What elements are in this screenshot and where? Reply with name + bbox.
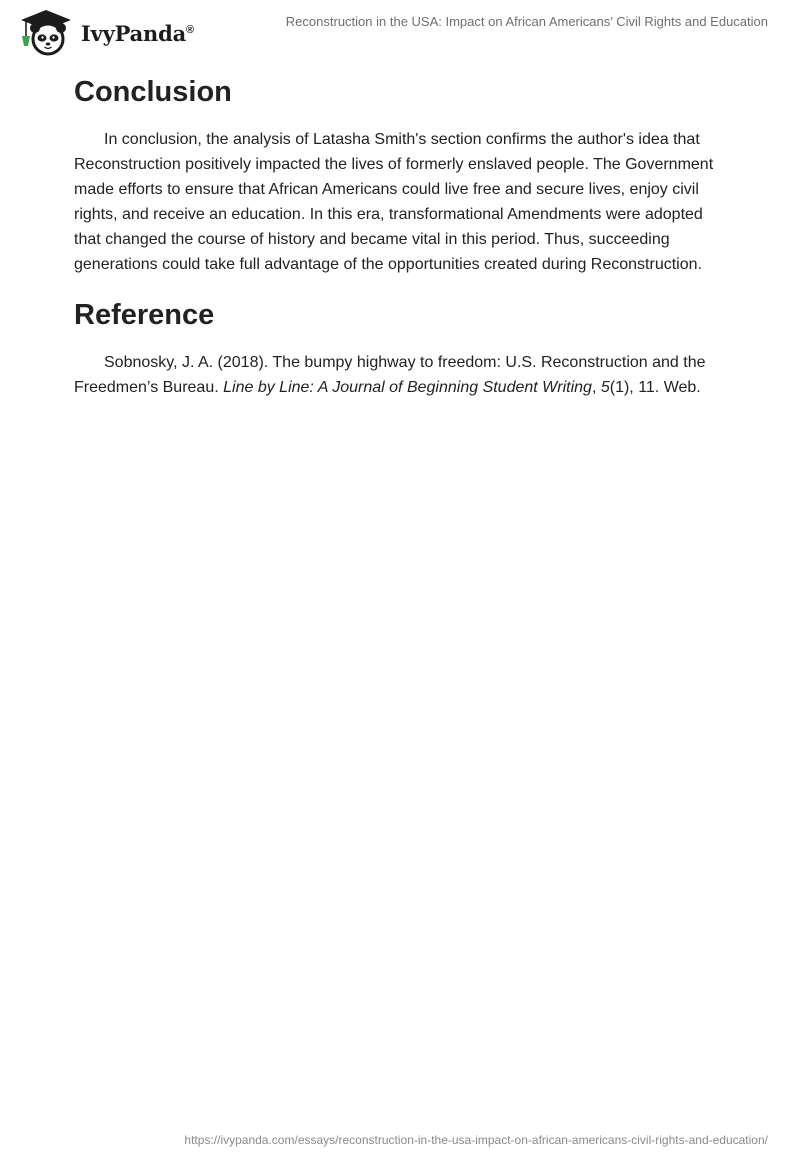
conclusion-heading: Conclusion xyxy=(74,76,232,108)
document-body xyxy=(74,72,726,400)
reference-journal: Line by Line: A Journal of Beginning Student Writing xyxy=(223,379,592,396)
reference-volume: 5 xyxy=(600,379,610,396)
conclusion-paragraph: In conclusion, the analysis of Latasha Smith's section confirms the author's idea that Reconstruction positively impacted the lives of formerly enslaved people. The Government made efforts to ensure that African Americans could live free and secure lives, enjoy civil rights, and receive an education. In this era, transformational Amendments were adopted that changed the course of history and became vital in this period. Thus, succeeding generations could take full advantage of the opportunities created during Reconstruction. xyxy=(74,131,714,273)
reference-lead: Sobnosky, J. A. (2018). The bumpy highway to freedom: U.S. Reconstruction and the Freedmen’s Bureau. xyxy=(74,354,706,396)
ivypanda-logo[interactable] xyxy=(16,8,194,56)
footer-url-link[interactable]: https://ivypanda.com/essays/reconstruction-in-the-usa-impact-on-african-americans-civil-rights-and-education/ xyxy=(184,1133,768,1147)
reference-entry xyxy=(74,350,726,400)
reference-heading: Reference xyxy=(74,299,215,331)
page-header xyxy=(0,0,800,70)
registered-mark: ® xyxy=(186,23,194,36)
reference-separator: , xyxy=(591,379,601,396)
panda-graduate-icon xyxy=(16,8,76,56)
reference-tail: (1), 11. Web. xyxy=(609,379,701,396)
running-title: Reconstruction in the USA: Impact on African Americans’ Civil Rights and Education xyxy=(285,14,768,29)
logo-name: IvyPanda xyxy=(81,20,187,46)
logo-wordmark xyxy=(81,21,194,46)
